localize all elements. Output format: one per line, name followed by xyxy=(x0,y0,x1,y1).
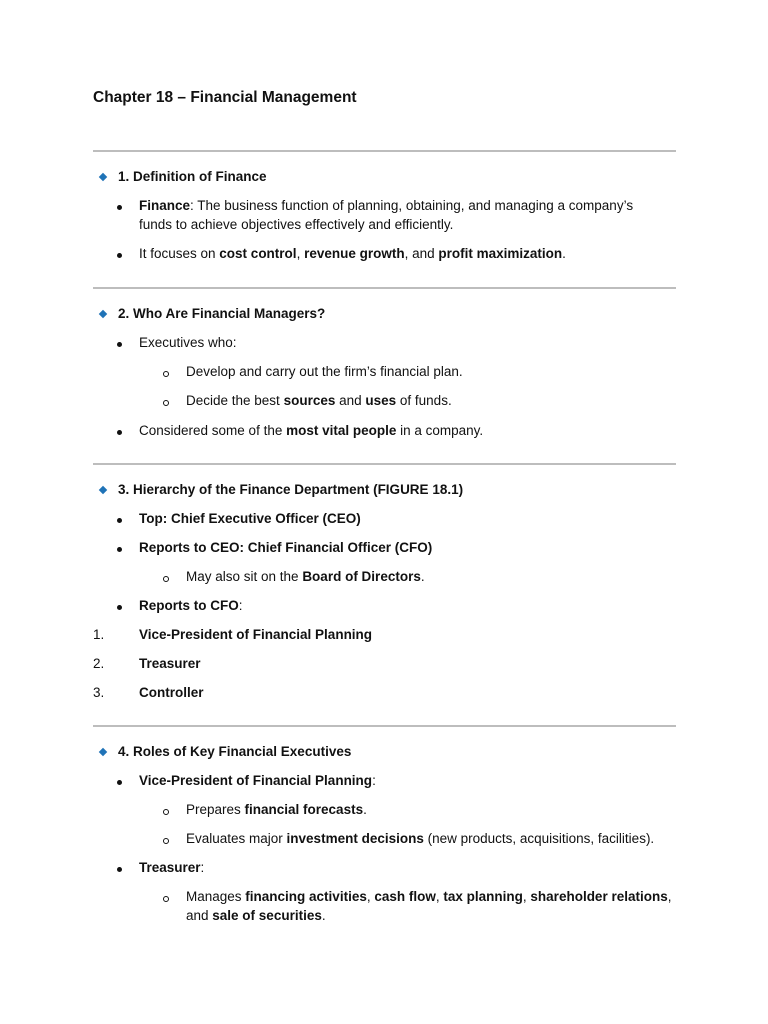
list-item: Top: Chief Executive Officer (CEO) xyxy=(139,511,361,526)
divider xyxy=(93,725,676,727)
text: . xyxy=(420,569,425,584)
bullet-icon xyxy=(117,430,122,435)
keyword: financing activities xyxy=(245,889,367,904)
text: , and xyxy=(404,246,439,261)
diamond-bullet-icon xyxy=(99,173,107,181)
text: , xyxy=(667,889,672,904)
circle-bullet-icon xyxy=(163,400,169,406)
text: . xyxy=(562,246,566,261)
keyword: revenue growth xyxy=(304,246,405,261)
section-heading: 2. Who Are Financial Managers? xyxy=(118,306,326,321)
keyword: Treasurer xyxy=(139,860,201,875)
circle-bullet-icon xyxy=(163,838,169,844)
section-heading: 1. Definition of Finance xyxy=(118,169,267,184)
bullet-icon xyxy=(117,605,122,610)
list-item xyxy=(139,773,376,788)
numbered-item-number: 2. xyxy=(93,656,105,671)
numbered-item: Vice-President of Financial Planning xyxy=(139,627,373,642)
text: , xyxy=(435,889,444,904)
text: , xyxy=(366,889,375,904)
keyword: sources xyxy=(283,393,336,408)
keyword: Board of Directors xyxy=(302,569,421,584)
text: of funds. xyxy=(396,393,452,408)
text: and xyxy=(335,393,366,408)
list-item xyxy=(139,598,243,613)
text: Prepares xyxy=(186,802,245,817)
sub-list-item xyxy=(186,569,425,584)
keyword: investment decisions xyxy=(286,831,424,846)
numbered-item-number: 1. xyxy=(93,627,105,642)
text: It focuses on xyxy=(139,246,220,261)
diamond-bullet-icon xyxy=(99,310,107,318)
keyword: Vice-President of Financial Planning xyxy=(139,773,373,788)
keyword: most vital people xyxy=(286,423,397,438)
list-item-continuation: funds to achieve objectives effectively and efficiently. xyxy=(139,217,454,232)
divider xyxy=(93,287,676,289)
bullet-icon xyxy=(117,867,122,872)
keyword: tax planning xyxy=(443,889,523,904)
sub-list-item: Develop and carry out the firm’s financial plan. xyxy=(186,364,463,379)
text: in a company. xyxy=(396,423,484,438)
page-title: Chapter 18 – Financial Management xyxy=(93,89,357,106)
list-item: Executives who: xyxy=(139,335,237,350)
divider xyxy=(93,150,676,152)
diamond-bullet-icon xyxy=(99,748,107,756)
text: : xyxy=(372,773,376,788)
text: (new products, acquisitions, facilities). xyxy=(423,831,655,846)
keyword: sale of securities xyxy=(212,908,322,923)
text: , xyxy=(522,889,531,904)
bullet-icon xyxy=(117,205,122,210)
text: Considered some of the xyxy=(139,423,287,438)
list-item xyxy=(139,246,566,261)
keyword: cost control xyxy=(219,246,297,261)
text: : xyxy=(200,860,205,875)
bullet-icon xyxy=(117,547,122,552)
circle-bullet-icon xyxy=(163,809,169,815)
diamond-bullet-icon xyxy=(99,486,107,494)
text: May also sit on the xyxy=(186,569,303,584)
sub-list-item xyxy=(186,393,452,408)
numbered-item: Controller xyxy=(139,685,204,700)
text: and xyxy=(186,908,213,923)
sub-list-item xyxy=(186,802,367,817)
bullet-icon xyxy=(117,253,122,258)
term: Finance xyxy=(139,198,191,213)
circle-bullet-icon xyxy=(163,896,169,902)
keyword: uses xyxy=(365,393,397,408)
text: . xyxy=(363,802,367,817)
circle-bullet-icon xyxy=(163,576,169,582)
keyword: Reports to CFO xyxy=(139,598,239,613)
section-heading: 3. Hierarchy of the Finance Department (FIGURE 18.1) xyxy=(118,482,464,497)
bullet-icon xyxy=(117,518,122,523)
sub-list-item xyxy=(186,831,654,846)
text: : The business function of planning, obtaining, and managing a company’s xyxy=(190,198,634,213)
text: , xyxy=(296,246,305,261)
list-item: Reports to CEO: Chief Financial Officer (CFO) xyxy=(139,540,433,555)
text: Manages xyxy=(186,889,246,904)
text: : xyxy=(238,598,243,613)
circle-bullet-icon xyxy=(163,371,169,377)
section-heading: 4. Roles of Key Financial Executives xyxy=(118,744,352,759)
text: Evaluates major xyxy=(186,831,287,846)
bullet-icon xyxy=(117,342,122,347)
list-item xyxy=(139,860,204,875)
numbered-item: Treasurer xyxy=(139,656,201,671)
sub-list-item-continuation xyxy=(186,908,326,923)
numbered-item-number: 3. xyxy=(93,685,105,700)
divider xyxy=(93,463,676,465)
list-item xyxy=(139,198,633,213)
text: . xyxy=(321,908,326,923)
keyword: cash flow xyxy=(374,889,436,904)
list-item xyxy=(139,423,483,438)
bullet-icon xyxy=(117,780,122,785)
keyword: shareholder relations xyxy=(530,889,668,904)
keyword: financial forecasts xyxy=(244,802,364,817)
keyword: profit maximization xyxy=(438,246,563,261)
text: Decide the best xyxy=(186,393,284,408)
sub-list-item xyxy=(186,889,671,904)
